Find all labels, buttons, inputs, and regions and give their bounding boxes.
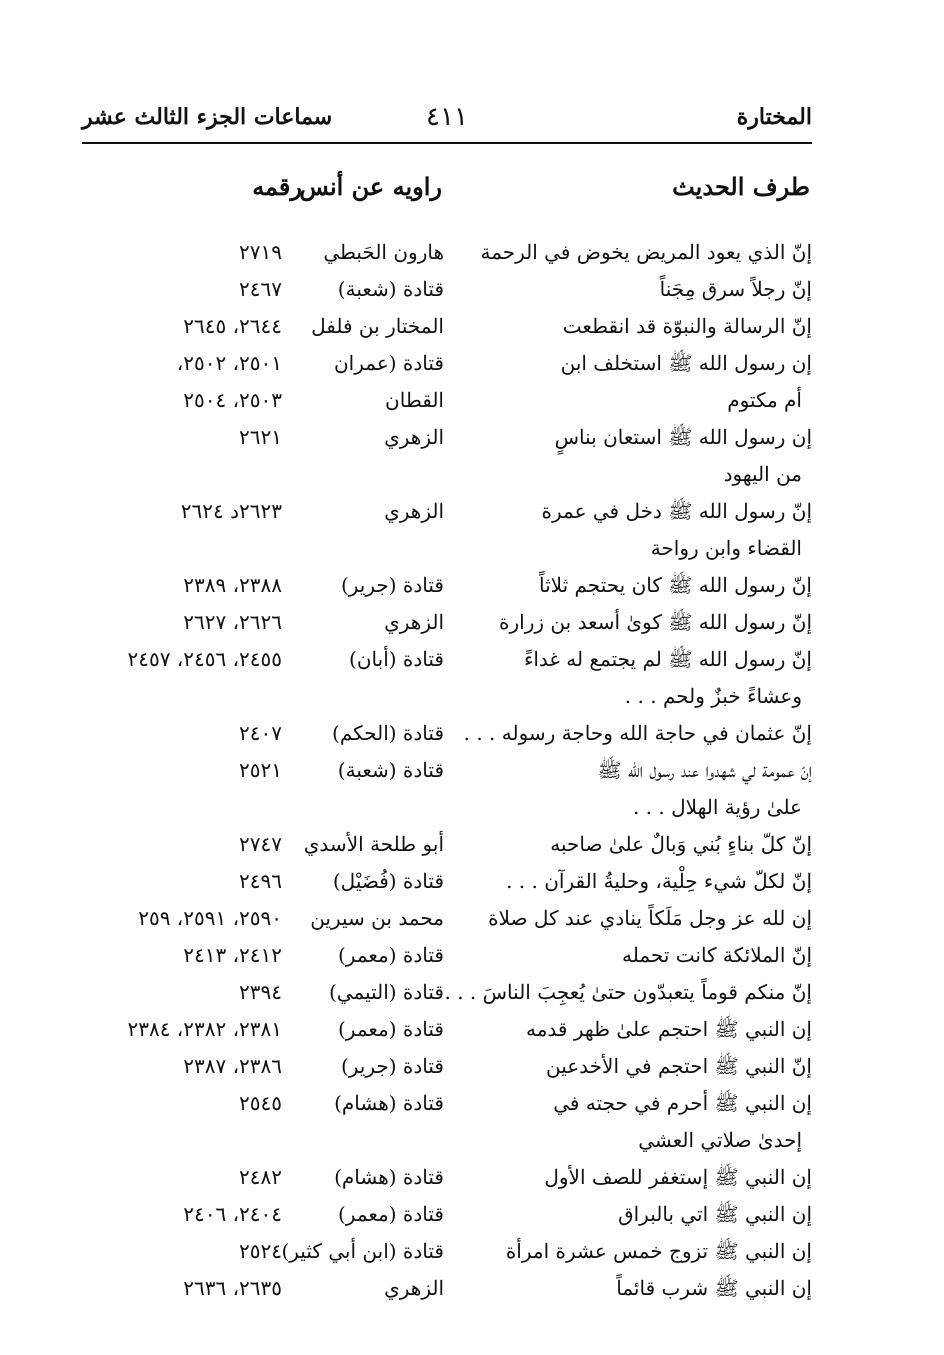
hadith-text: علىٰ رؤية الهلال . . .	[632, 795, 802, 819]
hadith-numbers: ٢٤٠٤، ٢٤٠٦	[183, 1202, 282, 1226]
hadith-numbers: ٢٥٢٤	[239, 1239, 282, 1263]
table-row	[82, 1196, 812, 1233]
hadith-numbers: ٢٤٥٥، ٢٤٥٦، ٢٤٥٧	[127, 647, 282, 671]
table-row	[82, 271, 812, 308]
narrator: قتادة (جرير)	[340, 1054, 444, 1078]
hadith-text: إن النبي ﷺ احتجم علىٰ ظهر قدمه	[525, 1017, 812, 1041]
hadith-numbers: ٢٥٠١، ٢٥٠٢،	[176, 351, 282, 375]
hadith-table	[82, 234, 812, 1307]
header-rule	[82, 142, 812, 144]
page-header	[82, 98, 812, 142]
hadith-text: إحدىٰ صلاتي العشي	[638, 1128, 802, 1152]
narrator: قتادة (معمر)	[338, 1017, 444, 1041]
hadith-text: إنّ رسول الله ﷺ دخل في عمرة	[541, 499, 812, 523]
hadith-text: إنّ منكم قوماً يتعبدّون حتىٰ يُعجِبَ الناسَ . . .	[444, 980, 812, 1004]
narrator: قتادة (شعبة)	[337, 277, 444, 301]
table-row	[82, 1085, 812, 1122]
table-row	[82, 456, 812, 493]
narrator: المختار بن فلفل	[311, 314, 444, 338]
hadith-text: إن النبي ﷺ تزوج خمس عشرة امرأة	[505, 1239, 812, 1263]
table-row	[82, 789, 812, 826]
hadith-numbers: ٢٧١٩	[239, 240, 282, 264]
narrator: قتادة (عمران	[333, 351, 444, 375]
hadith-numbers: ٢٦٢١	[239, 425, 282, 449]
hadith-text: القضاء وابن رواحة	[650, 536, 802, 560]
section-title: سماعات الجزء الثالث عشر	[82, 104, 333, 130]
hadith-numbers: ٢٧٤٧	[239, 832, 282, 856]
hadith-text: أم مكتوم	[727, 388, 802, 412]
narrator: هارون الحَبطي	[323, 240, 444, 264]
hadith-text: إنّ لكلّ شيء حِلْية، وحليةُ القرآن . . .	[506, 869, 812, 893]
narrator: الزهري	[384, 610, 444, 634]
narrator: قتادة (معمر)	[338, 943, 444, 967]
hadith-text: إن لله عز وجل مَلَكاً ينادي عند كل صلاة	[488, 906, 812, 930]
hadith-text: إن النبي ﷺ إستغفر للصف الأول	[544, 1165, 812, 1189]
table-row	[82, 863, 812, 900]
hadith-numbers: ٢٤٩٦	[239, 869, 282, 893]
table-row	[82, 419, 812, 456]
hadith-numbers: ٢٦٣٥، ٢٦٣٦	[183, 1276, 282, 1300]
hadith-numbers: ٢٣٨٨، ٢٣٨٩	[183, 573, 282, 597]
narrator: قتادة (فُضَيْل)	[332, 869, 444, 893]
hadith-numbers: ٢٤١٢، ٢٤١٣	[183, 943, 282, 967]
table-row	[82, 1159, 812, 1196]
table-row	[82, 382, 812, 419]
hadith-numbers: ٢٦٢٣د ٢٦٢٤	[180, 499, 282, 523]
hadith-numbers: ٢٥٠٣، ٢٥٠٤	[183, 388, 282, 412]
table-row	[82, 345, 812, 382]
hadith-text: إن النبي ﷺ اتي بالبراق	[618, 1202, 812, 1226]
narrator: قتادة (ابن أبي كثير)	[281, 1239, 444, 1263]
table-row	[82, 974, 812, 1011]
table-row	[82, 937, 812, 974]
hadith-numbers: ٢٥٤٥	[239, 1091, 282, 1115]
narrator: قتادة (هشام)	[334, 1165, 444, 1189]
narrator: قتادة (شعبة)	[337, 758, 444, 782]
hadith-text: إنّ الذي يعود المريض يخوض في الرحمة	[480, 240, 812, 264]
table-row	[82, 567, 812, 604]
table-row	[82, 826, 812, 863]
column-header-hadith: طرف الحديث	[672, 172, 810, 201]
table-row	[82, 604, 812, 641]
table-row	[82, 900, 812, 937]
hadith-numbers: ٢٤٦٧	[239, 277, 282, 301]
table-row	[82, 530, 812, 567]
hadith-numbers: ٢٦٢٦، ٢٦٢٧	[183, 610, 282, 634]
hadith-numbers: ٢٣٨٦، ٢٣٨٧	[183, 1054, 282, 1078]
table-row	[82, 493, 812, 530]
table-row	[82, 234, 812, 271]
hadith-text: إنّ رسول الله ﷺ كان يحتجم ثلاثاً	[538, 573, 812, 597]
narrator: أبو طلحة الأسدي	[303, 832, 444, 856]
hadith-numbers: ٢٤٨٢	[239, 1165, 282, 1189]
table-row	[82, 715, 812, 752]
hadith-numbers: ٢٣٨١، ٢٣٨٢، ٢٣٨٤	[127, 1017, 282, 1041]
narrator: القطان	[385, 388, 444, 412]
hadith-numbers: ٢٥٩٠، ٢٥٩١، ٢٥٩	[138, 906, 282, 930]
hadith-text: إنّ كلّ بناءٍ بُني وَبالٌ علىٰ صاحبه	[550, 832, 812, 856]
narrator: الزهري	[384, 499, 444, 523]
hadith-text: إن النبي ﷺ شرب قائماً	[616, 1276, 812, 1300]
narrator: قتادة (أبان)	[349, 647, 444, 671]
table-row	[82, 308, 812, 345]
table-row	[82, 1270, 812, 1307]
narrator: قتادة (التيمي)	[329, 980, 444, 1004]
narrator: قتادة (معمر)	[338, 1202, 444, 1226]
hadith-text: إنّ النبي ﷺ احتجم في الأخدعين	[545, 1054, 812, 1078]
narrator: قتادة (هشام)	[334, 1091, 444, 1115]
hadith-text: إن رسول الله ﷺ استخلف ابن	[560, 351, 812, 375]
narrator: الزهري	[384, 425, 444, 449]
hadith-text: إنّ الملائكة كانت تحمله	[622, 943, 812, 967]
column-header-numbers: رقمه	[252, 172, 302, 201]
hadith-numbers: ٢٦٤٤، ٢٦٤٥	[183, 314, 282, 338]
narrator: قتادة (الحكم)	[332, 721, 444, 745]
table-row	[82, 1048, 812, 1085]
hadith-text: إنّ رجلاً سرق مِجَناً	[659, 277, 812, 301]
hadith-text: إنّ الرسالة والنبوّة قد انقطعت	[562, 314, 812, 338]
page-number: ٤١١	[426, 102, 468, 132]
hadith-text: وعشاءً خبزٌ ولحم . . .	[624, 684, 802, 708]
hadith-text: إنّ رسول الله ﷺ لم يجتمع له غداءً	[523, 647, 812, 671]
hadith-numbers: ٢٣٩٤	[239, 980, 282, 1004]
hadith-text: إنّ عثمان في حاجة الله وحاجة رسوله . . .	[463, 721, 812, 745]
table-row	[82, 1011, 812, 1048]
hadith-text: إنّ عمومة لي شهدوا عند رسول الله ﷺ	[597, 758, 812, 782]
table-row	[82, 641, 812, 678]
table-row	[82, 678, 812, 715]
hadith-numbers: ٢٤٠٧	[239, 721, 282, 745]
hadith-text: من اليهود	[723, 462, 802, 486]
table-row	[82, 752, 812, 789]
hadith-text: إن النبي ﷺ أحرم في حجته في	[553, 1091, 812, 1115]
column-header-narrator: راويه عن أنس	[299, 172, 442, 201]
hadith-text: إن رسول الله ﷺ استعان بناسٍ	[554, 425, 812, 449]
book-title: المختارة	[736, 104, 812, 130]
hadith-text: إنّ رسول الله ﷺ كوىٰ أسعد بن زرارة	[499, 610, 812, 634]
column-headers	[82, 172, 812, 212]
narrator: الزهري	[384, 1276, 444, 1300]
hadith-numbers: ٢٥٢١	[239, 758, 282, 782]
table-row	[82, 1122, 812, 1159]
narrator: محمد بن سيرين	[310, 906, 444, 930]
table-row	[82, 1233, 812, 1270]
narrator: قتادة (جرير)	[340, 573, 444, 597]
